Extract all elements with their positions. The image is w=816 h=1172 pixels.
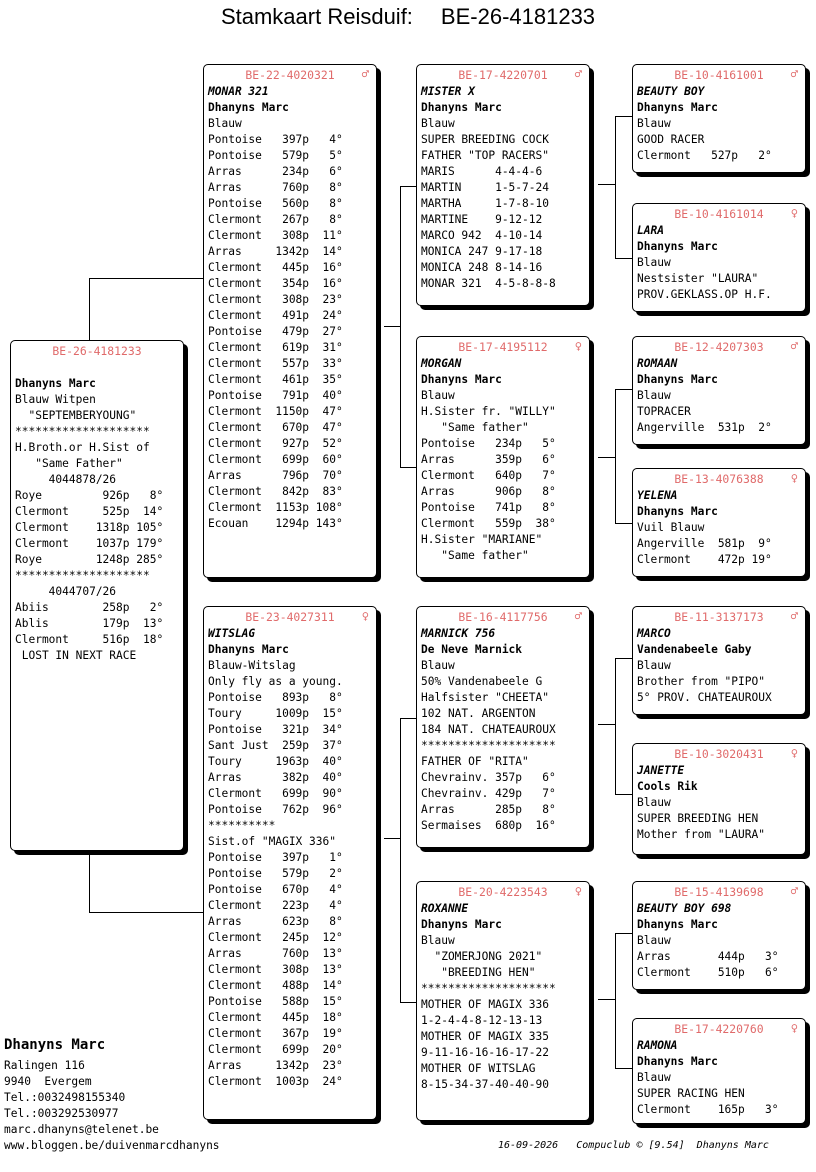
pedigree-line: Chevrainv. 357p 6° [421,771,556,784]
owner-city: 9940 Evergem [4,1075,92,1088]
pedigree-line: Dhanyns Marc [15,377,96,390]
pedigree-line: MONICA 247 9-17-18 [421,245,543,258]
connector [89,278,203,279]
pedigree-line: 5° PROV. CHATEAUROUX [637,691,772,704]
connector [400,186,416,187]
connector [615,389,616,523]
pedigree-line: 9-11-16-16-16-17-22 [421,1046,549,1059]
pedigree-card-fm-father [632,336,806,445]
male-icon: ♂ [790,884,798,898]
connector [598,999,615,1000]
pedigree-line: Blauw [637,117,671,130]
ring-number: BE-22-4020321 [245,68,335,82]
pedigree-line: SUPER RACING HEN [637,1087,745,1100]
title-label: Stamkaart Reisduif: [220,4,413,29]
pigeon-name: WITSLAG [208,627,256,640]
pedigree-line: ********** [208,819,276,832]
pedigree-line: Ablis 179p 13° [15,617,164,630]
pedigree-line: Nestsister "LAURA" [637,272,759,285]
page-title [0,4,816,30]
pedigree-line: Sermaises 680p 16° [421,819,556,832]
breeder-name: De Neve Marnick [421,643,523,656]
pedigree-line: Clermont 1003p 24° [208,1075,343,1088]
breeder-name: Dhanyns Marc [637,1055,718,1068]
connector [400,186,401,467]
connector [384,326,400,327]
pedigree-line: Arras 623p 8° [208,915,343,928]
pigeon-name: LARA [637,224,664,237]
pedigree-card-mother-father [416,606,590,848]
connector [615,658,632,659]
pedigree-card-father-mother [416,336,590,578]
pedigree-line: Clermont 165p 3° [637,1103,779,1116]
pedigree-line: Pontoise 893p 8° [208,691,343,704]
ring-number: BE-10-3020431 [674,747,764,761]
pigeon-name: YELENA [637,489,678,502]
pedigree-line: Chevrainv. 429p 7° [421,787,556,800]
connector [615,933,632,934]
pedigree-line: Clermont 1318p 105° [15,521,164,534]
owner-phone-mobile: Tel.:0032498155340 [4,1091,126,1104]
pedigree-line: Blauw [421,659,455,672]
ring-number: BE-13-4076388 [674,472,764,486]
male-icon: ♂ [790,609,798,623]
pedigree-line: Clermont 308p 11° [208,229,343,242]
pedigree-line: Clermont 308p 13° [208,963,343,976]
pedigree-line: LOST IN NEXT RACE [15,649,137,662]
male-icon: ♂ [790,67,798,81]
female-icon: ♀ [790,206,798,220]
pedigree-line: 4044707/26 [15,585,117,598]
pedigree-line: Clermont 491p 24° [208,309,343,322]
pedigree-line: Clermont 308p 23° [208,293,343,306]
pedigree-line: Clermont 223p 4° [208,899,343,912]
connector [400,467,416,468]
pedigree-line: 8-15-34-37-40-40-90 [421,1078,549,1091]
pedigree-line: MOTHER OF WITSLAG [421,1062,536,1075]
pedigree-card-mf-father [632,606,806,715]
pedigree-line: "SEPTEMBERYOUNG" [15,409,137,422]
pedigree-line [15,360,179,376]
breeder-name: Dhanyns Marc [421,918,502,931]
breeder-name: Dhanyns Marc [637,101,718,114]
pedigree-line: MARTIN 1-5-7-24 [421,181,549,194]
ring-number: BE-20-4223543 [458,885,548,899]
pedigree-line: Pontoise 560p 8° [208,197,343,210]
pigeon-name: BEAUTY BOY [637,85,705,98]
pedigree-line: H.Sister fr. "WILLY" [421,405,556,418]
footer-info: 16-09-2026 Compuclub © [9.54] Dhanyns Marc [498,1140,769,1151]
connector [598,457,615,458]
connector [615,794,632,795]
connector [400,1002,416,1003]
pedigree-card-father [203,64,377,578]
breeder-name: Dhanyns Marc [421,373,502,386]
pedigree-line: Arras 1342p 14° [208,245,343,258]
pedigree-line: Blauw [637,796,671,809]
pedigree-line: "Same father" [421,549,529,562]
pedigree-card-fm-mother [632,468,806,577]
pedigree-line: Pontoise 670p 4° [208,883,343,896]
breeder-name: Dhanyns Marc [637,373,718,386]
pedigree-card-ff-mother [632,203,806,312]
pedigree-line: Pontoise 741p 8° [421,501,556,514]
ring-number: BE-12-4207303 [674,340,764,354]
pedigree-line: Clermont 640p 7° [421,469,556,482]
male-icon: ♂ [574,609,582,623]
connector [89,278,90,340]
female-icon: ♀ [790,471,798,485]
pedigree-line: Clermont 842p 83° [208,485,343,498]
pedigree-line: 50% Vandenabeele G [421,675,543,688]
connector [89,912,203,913]
pedigree-line: Clermont 510p 6° [637,966,779,979]
pedigree-card-father-father [416,64,590,306]
pedigree-line: ******************** [15,425,150,438]
connector [400,718,401,1002]
connector [384,838,400,839]
pedigree-line: Clermont 699p 90° [208,787,343,800]
pigeon-name: MONAR 321 [208,85,269,98]
pedigree-line: Pontoise 579p 2° [208,867,343,880]
pedigree-line: Clermont 472p 19° [637,553,772,566]
pedigree-line: Clermont 527p 2° [637,149,772,162]
connector [615,658,616,794]
pedigree-line: SUPER BREEDING HEN [637,812,759,825]
pedigree-line: Arras 234p 6° [208,165,343,178]
pedigree-line: Pontoise 588p 15° [208,995,343,1008]
pedigree-line: "BREEDING HEN" [421,966,536,979]
female-icon: ♀ [574,339,582,353]
connector [615,116,616,258]
pedigree-line: Pontoise 762p 96° [208,803,343,816]
ring-number: BE-15-4139698 [674,885,764,899]
male-icon: ♂ [790,339,798,353]
pedigree-line: Pontoise 321p 34° [208,723,343,736]
pedigree-line: Clermont 557p 33° [208,357,343,370]
female-icon: ♀ [790,1021,798,1035]
pedigree-line: MARTINE 9-12-12 [421,213,543,226]
pedigree-line: TOPRACER [637,405,691,418]
pigeon-name: ROXANNE [421,902,469,915]
pedigree-line: Clermont 670p 47° [208,421,343,434]
ring-number: BE-10-4161001 [674,68,764,82]
pedigree-line: Mother from "LAURA" [637,828,765,841]
connector [615,1068,632,1069]
pedigree-line: Blauw [637,256,671,269]
pedigree-line: Arras 760p 8° [208,181,343,194]
pedigree-line: Ecouan 1294p 143° [208,517,343,530]
pedigree-line: Blauw [208,117,242,130]
pedigree-line: Halfsister "CHEETA" [421,691,549,704]
pedigree-line: Blauw [637,934,671,947]
pedigree-line: Blauw Witpen [15,393,96,406]
pedigree-line: "Same Father" [15,457,123,470]
pedigree-line: Clermont 699p 60° [208,453,343,466]
owner-name: Dhanyns Marc [4,1037,106,1053]
pedigree-line: Vuil Blauw [637,521,705,534]
pedigree-line: ******************** [15,569,150,582]
pedigree-line: MONAR 321 4-5-8-8-8 [421,277,556,290]
pedigree-line: Angerville 581p 9° [637,537,772,550]
pedigree-line: Pontoise 479p 27° [208,325,343,338]
pigeon-name: BEAUTY BOY 698 [637,902,732,915]
pedigree-line: 1-2-4-4-8-12-13-13 [421,1014,543,1027]
pedigree-line: Angerville 531p 2° [637,421,772,434]
pedigree-line: Abiis 258p 2° [15,601,164,614]
pedigree-line: Clermont 699p 20° [208,1043,343,1056]
female-icon: ♀ [790,746,798,760]
pedigree-line: Clermont 488p 14° [208,979,343,992]
pedigree-card-mother-mother [416,881,590,1121]
pedigree-line: Pontoise 791p 40° [208,389,343,402]
pedigree-line: FATHER OF "RITA" [421,755,529,768]
pedigree-card-mm-father [632,881,806,990]
owner-contact-block [4,1036,220,1154]
owner-email-link[interactable]: marc.dhanyns@telenet.be [4,1123,159,1136]
pedigree-card-mf-mother [632,743,806,855]
pedigree-line: Clermont 927p 52° [208,437,343,450]
connector [615,389,632,390]
pedigree-line: Toury 1963p 40° [208,755,343,768]
breeder-name: Dhanyns Marc [637,505,718,518]
pigeon-name: MARNICK 756 [421,627,496,640]
pedigree-line: FATHER "TOP RACERS" [421,149,549,162]
pedigree-line: Arras 796p 70° [208,469,343,482]
pedigree-line: Clermont 525p 14° [15,505,164,518]
pedigree-line: MONICA 248 8-14-16 [421,261,543,274]
pedigree-line: Blauw [421,934,455,947]
female-icon: ♀ [574,884,582,898]
breeder-name: Vandenabeele Gaby [637,643,752,656]
female-icon: ♀ [361,609,369,623]
connector [615,116,632,117]
pedigree-line: Clermont 559p 38° [421,517,556,530]
breeder-name: Dhanyns Marc [208,643,289,656]
pedigree-line: Brother from "PIPO" [637,675,765,688]
pedigree-line: GOOD RACER [637,133,705,146]
male-icon: ♂ [361,67,369,81]
pedigree-line: Clermont 1153p 108° [208,501,343,514]
pedigree-line: H.Broth.or H.Sist of [15,441,150,454]
pedigree-line: Clermont 367p 19° [208,1027,343,1040]
ring-number: BE-23-4027311 [245,610,335,624]
connector [615,258,632,259]
pedigree-line: Arras 359p 6° [421,453,556,466]
pedigree-line: Blauw [637,1071,671,1084]
breeder-name: Dhanyns Marc [637,240,718,253]
pedigree-line: 184 NAT. CHATEAUROUX [421,723,556,736]
pedigree-line: Arras 760p 13° [208,947,343,960]
pigeon-name: ROMAAN [637,357,678,370]
pedigree-line: Blauw-Witslag [208,659,296,672]
pedigree-line: Arras 906p 8° [421,485,556,498]
breeder-name: Dhanyns Marc [637,918,718,931]
pedigree-line: Clermont 445p 18° [208,1011,343,1024]
pedigree-line: "Same father" [421,421,529,434]
pedigree-line: Clermont 1037p 179° [15,537,164,550]
pigeon-name: MARCO [637,627,671,640]
pedigree-line: MOTHER OF MAGIX 336 [421,998,549,1011]
pedigree-line: Clermont 1150p 47° [208,405,343,418]
ring-number: BE-17-4220760 [674,1022,764,1036]
pedigree-line: H.Sister "MARIANE" [421,533,543,546]
pedigree-card-ff-father [632,64,806,173]
pedigree-line: MARTHA 1-7-8-10 [421,197,549,210]
pedigree-line: Pontoise 397p 1° [208,851,343,864]
pigeon-name: MISTER X [421,85,475,98]
connector [615,523,632,524]
pedigree-line: SUPER BREEDING COCK [421,133,549,146]
pedigree-line: 4044878/26 [15,473,117,486]
connector [615,933,616,1068]
pedigree-line: Arras 444p 3° [637,950,779,963]
pedigree-line: Clermont 267p 8° [208,213,343,226]
owner-website-link[interactable]: www.bloggen.be/duivenmarcdhanyns [4,1139,220,1152]
pedigree-line: Clermont 445p 16° [208,261,343,274]
ring-number: BE-17-4220701 [458,68,548,82]
pedigree-line: Clermont 354p 16° [208,277,343,290]
pigeon-name: MORGAN [421,357,462,370]
pedigree-line: Roye 926p 8° [15,489,164,502]
pedigree-line: Blauw [421,117,455,130]
pedigree-line: Blauw [637,659,671,672]
ring-number: BE-17-4195112 [458,340,548,354]
pedigree-line: Clermont 461p 35° [208,373,343,386]
ring-number: BE-11-3137173 [674,610,764,624]
pedigree-line: Blauw [421,389,455,402]
owner-address: Ralingen 116 [4,1059,85,1072]
pedigree-line: MARCO 942 4-10-14 [421,229,543,242]
pedigree-line: Blauw [637,389,671,402]
owner-phone-landline: Tel.:003292530977 [4,1107,119,1120]
connector [598,184,615,185]
pigeon-name: JANETTE [637,764,685,777]
ring-number: BE-10-4161014 [674,207,764,221]
pedigree-line: ******************** [421,739,556,752]
ring-number: BE-16-4117756 [458,610,548,624]
pedigree-line: MOTHER OF MAGIX 335 [421,1030,549,1043]
ring-number: BE-26-4181233 [52,344,142,358]
pedigree-line: Pontoise 234p 5° [421,437,556,450]
pedigree-line: Arras 382p 40° [208,771,343,784]
connector [400,718,416,719]
pedigree-line: Roye 1248p 285° [15,553,164,566]
pedigree-line: Only fly as a young. [208,675,343,688]
breeder-name: Cools Rik [637,780,698,793]
connector [598,724,615,725]
pedigree-line: Sist.of "MAGIX 336" [208,835,336,848]
pedigree-line: Clermont 619p 31° [208,341,343,354]
pedigree-line: ******************** [421,982,556,995]
pedigree-card-subject [10,340,184,851]
male-icon: ♂ [574,67,582,81]
connector [89,851,90,912]
pedigree-line: "ZOMERJONG 2021" [421,950,543,963]
breeder-name: Dhanyns Marc [421,101,502,114]
breeder-name: Dhanyns Marc [208,101,289,114]
pedigree-line: Clermont 516p 18° [15,633,164,646]
pedigree-line: Arras 1342p 23° [208,1059,343,1072]
pigeon-name: RAMONA [637,1039,678,1052]
pedigree-line: Pontoise 397p 4° [208,133,343,146]
pedigree-line: 102 NAT. ARGENTON [421,707,536,720]
pedigree-line: Sant Just 259p 37° [208,739,343,752]
pedigree-line: MARIS 4-4-4-6 [421,165,543,178]
pedigree-line: Arras 285p 8° [421,803,556,816]
pedigree-card-mm-mother [632,1018,806,1124]
pedigree-card-mother [203,606,377,1120]
title-ring-number: BE-26-4181233 [440,4,596,29]
pedigree-line: PROV.GEKLASS.OP H.F. [637,288,772,301]
pedigree-line: Pontoise 579p 5° [208,149,343,162]
pedigree-line: Clermont 245p 12° [208,931,343,944]
pedigree-line: Toury 1009p 15° [208,707,343,720]
